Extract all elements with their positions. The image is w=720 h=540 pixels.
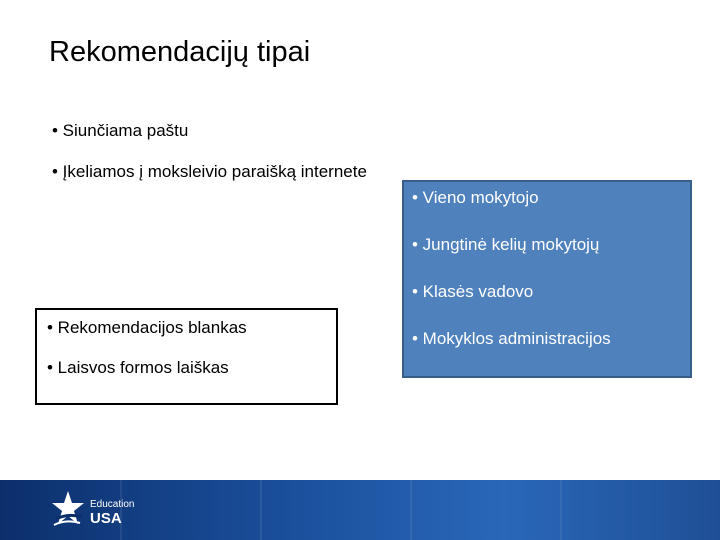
star-icon — [50, 489, 86, 534]
list-item: • Rekomendacijos blankas — [47, 318, 247, 337]
list-item: • Vieno mokytojo — [412, 188, 539, 207]
footer-banner — [0, 480, 720, 540]
list-item: • Laisvos formos laiškas — [47, 358, 229, 377]
top-bullet-list — [52, 121, 372, 203]
list-item: • Siunčiama paštu — [52, 121, 189, 140]
list-item: • Jungtinė kelių mokytojų — [412, 235, 600, 254]
list-item: • Klasės vadovo — [412, 282, 534, 301]
logo-line-usa: USA — [90, 509, 122, 527]
recommender-types-box — [402, 180, 692, 378]
recommendation-format-box — [35, 308, 338, 405]
education-usa-logo — [50, 489, 134, 534]
list-item: • Mokyklos administracijos — [412, 329, 611, 348]
logo-line-education: Education — [90, 498, 135, 510]
slide-title: Rekomendacijų tipai — [49, 36, 311, 68]
list-item: • Įkeliamos į moksleivio paraišką internete — [52, 162, 367, 181]
